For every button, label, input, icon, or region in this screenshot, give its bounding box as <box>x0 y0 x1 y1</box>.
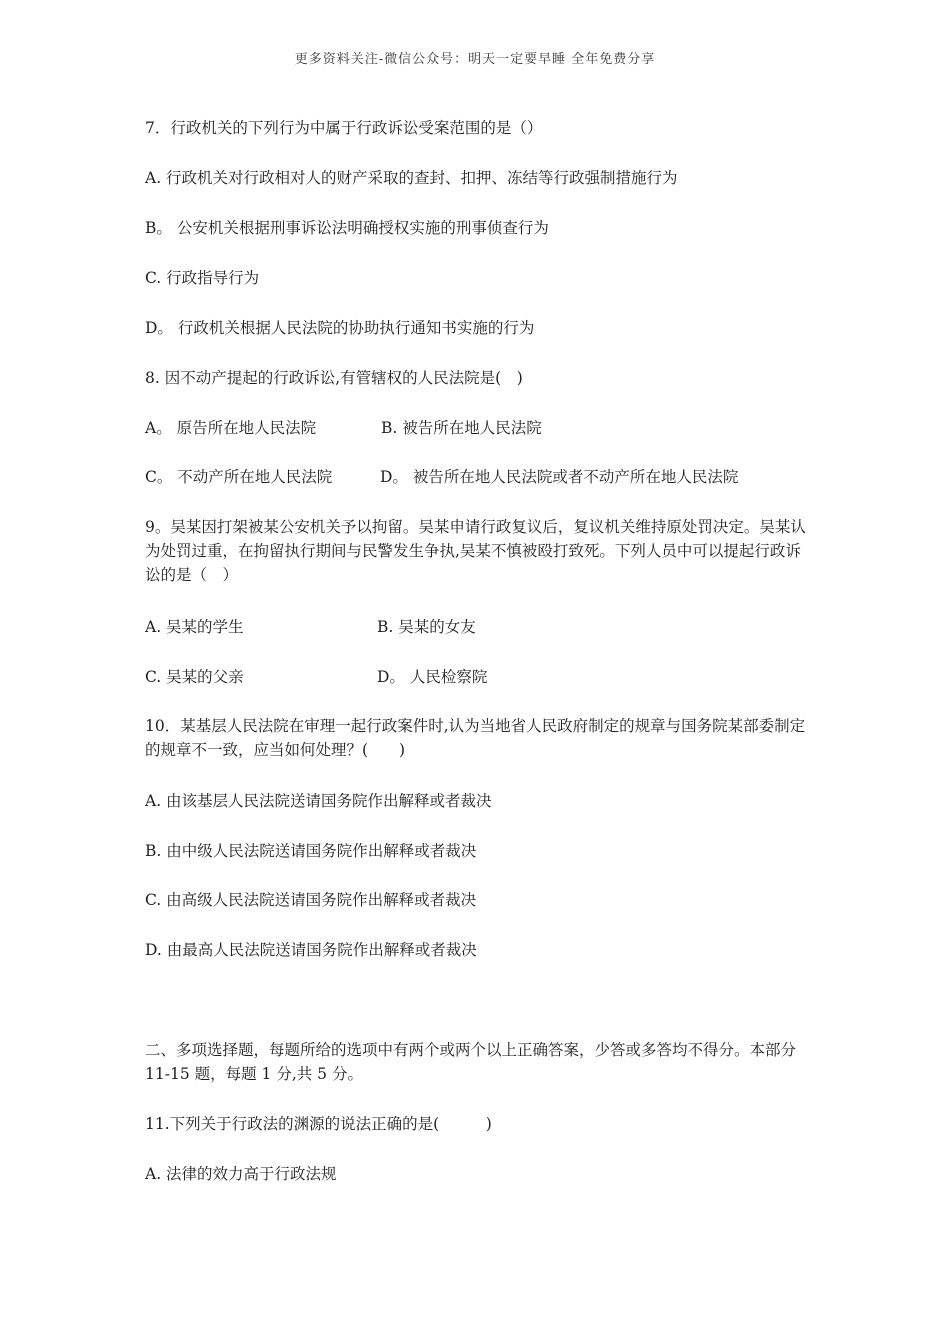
question-9-option-a: A. 吴某的学生 <box>145 618 244 636</box>
question-8-option-d: D。 被告所在地人民法院或者不动产所在地人民法院 <box>380 468 739 486</box>
question-8-stem: 8. 因不动产提起的行政诉讼,有管辖权的人民法院是( ) <box>145 369 523 387</box>
question-10-option-d: D. 由最高人民法院送请国务院作出解释或者裁决 <box>145 941 477 959</box>
question-7-option-d: D。 行政机关根据人民法院的协助执行通知书实施的行为 <box>145 319 535 337</box>
question-10-option-a: A. 由该基层人民法院送请国务院作出解释或者裁决 <box>145 792 492 810</box>
question-7-stem: 7．行政机关的下列行为中属于行政诉讼受案范围的是（） <box>145 119 543 137</box>
question-7-option-b: B。 公安机关根据刑事诉讼法明确授权实施的刑事侦查行为 <box>145 219 549 237</box>
page-header: 更多资料关注-微信公众号：明天一定要早睡 全年免费分享 <box>294 52 656 67</box>
section-2-instructions: 二、多项选择题，每题所给的选项中有两个或两个以上正确答案，少答或多答均不得分。本部分 11-15 题，每题 1 分,共 5 分。 <box>145 1041 797 1083</box>
question-7-option-c: C. 行政指导行为 <box>145 269 260 287</box>
question-8-option-c: C。 不动产所在地人民法院 <box>145 468 333 486</box>
question-10-stem: 10．某基层人民法院在审理一起行政案件时,认为当地省人民政府制定的规章与国务院某部委制定的规章不一致，应当如何处理？( ) <box>145 717 806 759</box>
question-11-stem: 11.下列关于行政法的渊源的说法正确的是( ) <box>145 1115 492 1133</box>
question-8-option-a: A。 原告所在地人民法院 <box>145 419 317 437</box>
question-9-option-c: C. 吴某的父亲 <box>145 668 244 686</box>
question-9-option-b: B. 吴某的女友 <box>377 618 476 636</box>
question-10-option-c: C. 由高级人民法院送请国务院作出解释或者裁决 <box>145 891 477 909</box>
question-8-option-b: B. 被告所在地人民法院 <box>381 419 542 437</box>
question-10-option-b: B. 由中级人民法院送请国务院作出解释或者裁决 <box>145 842 477 860</box>
question-9-option-d: D。 人民检察院 <box>377 668 488 686</box>
question-9-stem: 9。吴某因打架被某公安机关予以拘留。吴某申请行政复议后，复议机关维持原处罚决定。吴某认为处罚过重，在拘留执行期间与民警发生争执,吴某不慎被殴打致死。下列人员中可以提起行政诉讼的是（ ） <box>145 518 806 584</box>
question-11-option-a: A. 法律的效力高于行政法规 <box>145 1165 337 1183</box>
question-7-option-a: A. 行政机关对行政相对人的财产采取的查封、扣押、冻结等行政强制措施行为 <box>145 169 678 187</box>
